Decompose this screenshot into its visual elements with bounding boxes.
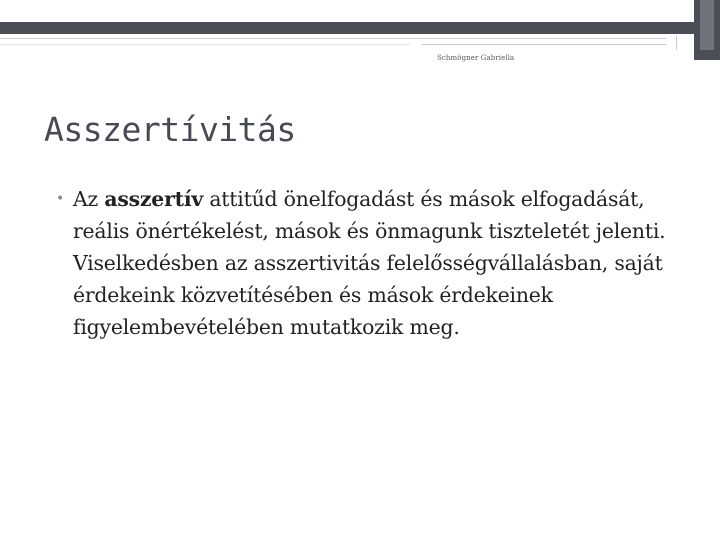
top-right-accent [700,0,714,50]
bullet-item [56,183,676,343]
top-right-block [694,0,720,60]
header-rule-right [422,44,666,45]
slide-title: Asszertívitás [44,110,296,149]
bullet-list [56,183,676,343]
body-emphasis: asszertív [104,187,204,211]
header-rule-long [0,38,666,39]
header-author: Schmögner Gabriella [437,54,515,62]
top-band [0,0,720,22]
header-rule-left [0,44,410,45]
bullet-icon: • [56,191,65,207]
body-prefix: Az [73,187,105,211]
top-dark-bar [0,22,694,34]
body-text: attitűd önelfogadást és mások elfogadását, reális önértékelést, mások és önmagunk tiszteletét jelenti. Viselkedésben az asszertivitás felelősségvállalásban, saját érdekeink közvetítésében és mások érdekeinek figyelembevételében mutatkozik meg. [73,187,666,339]
header-rule-tick [676,36,677,50]
